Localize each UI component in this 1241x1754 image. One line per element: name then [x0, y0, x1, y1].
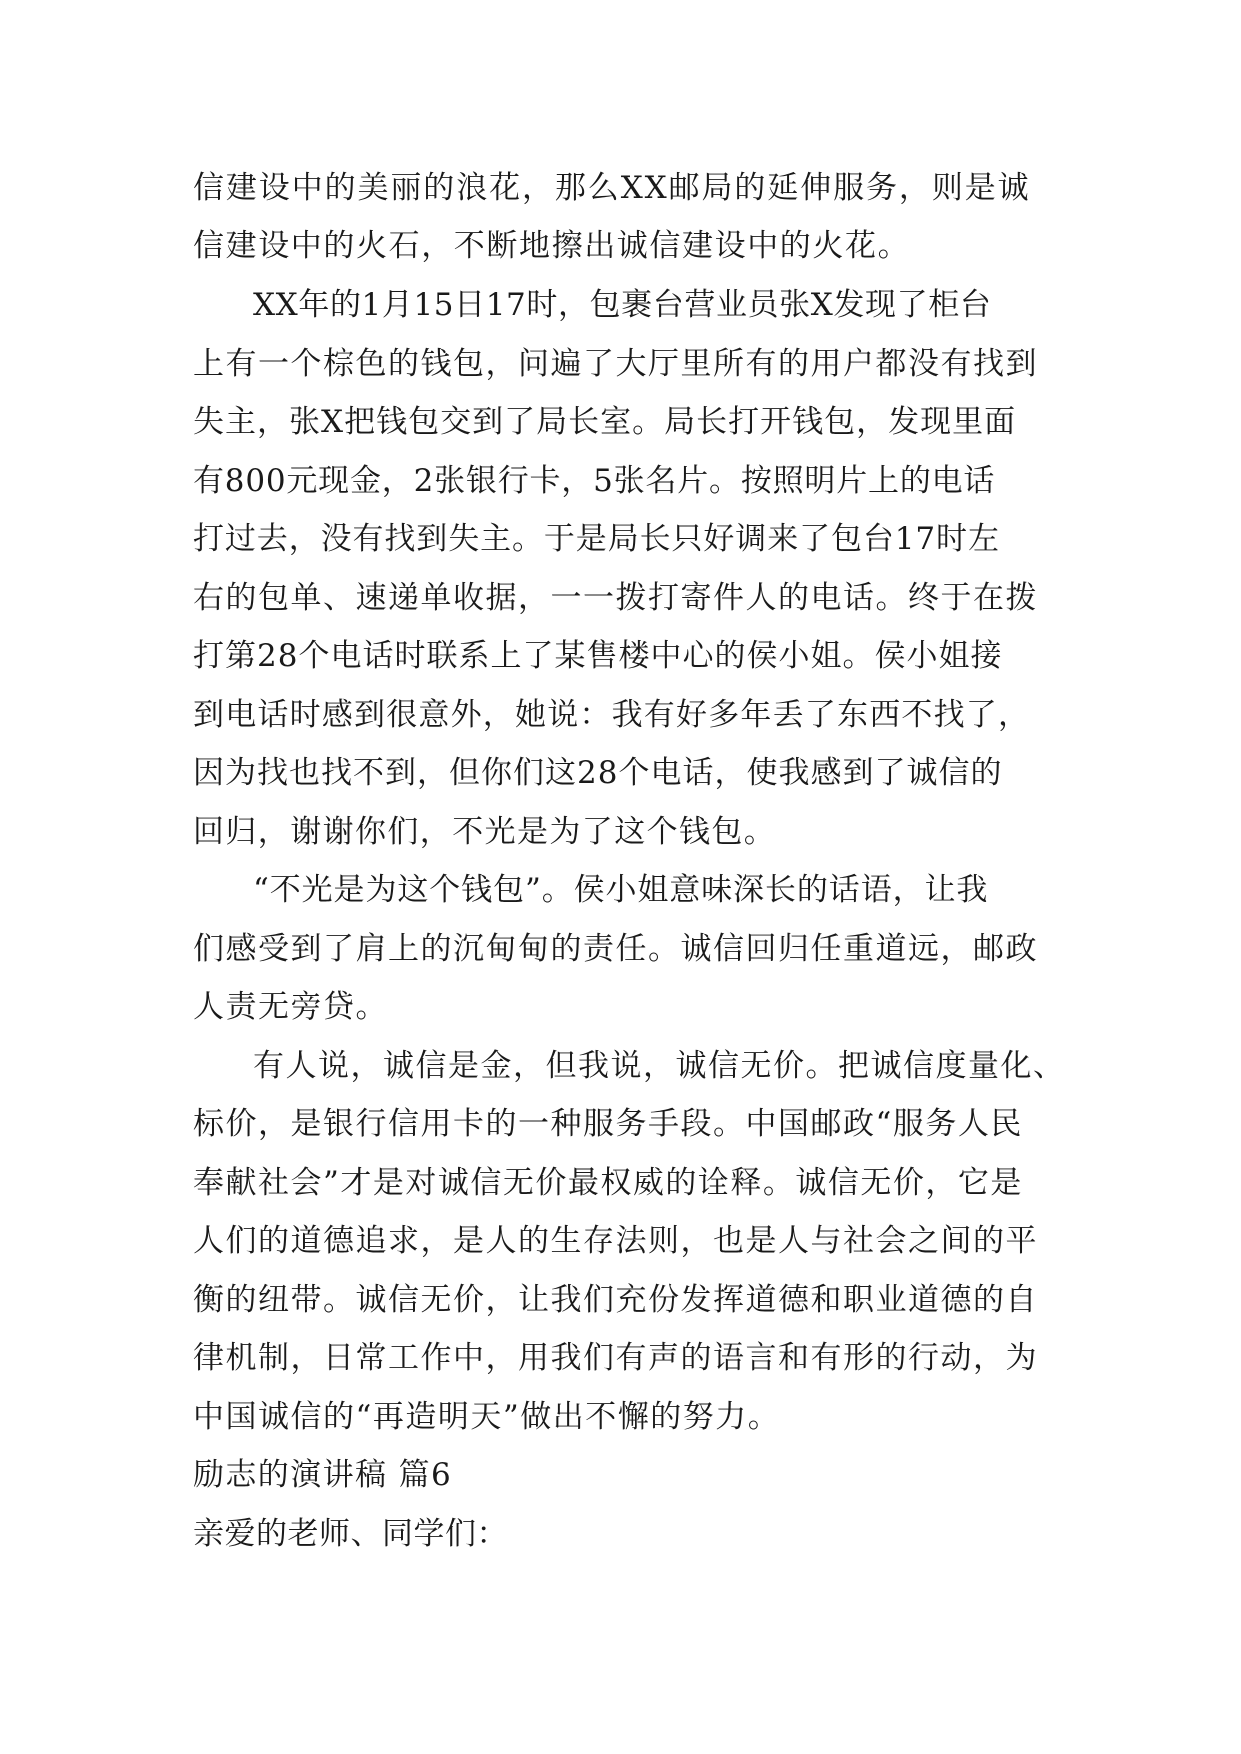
body-text-line: 奉献社会”才是对诚信无价最权威的诠释。诚信无价，它是	[193, 1165, 1023, 1201]
paragraph-start-line: 有人说，诚信是金，但我说，诚信无价。把诚信度量化、	[253, 1048, 1066, 1084]
body-text-line: 上有一个棕色的钱包，问遍了大厅里所有的用户都没有找到	[193, 346, 1038, 382]
paragraph-start-line: XX年的1月15日17时，包裹台营业员张X发现了柜台	[253, 287, 992, 323]
body-text-line: 们感受到了肩上的沉甸甸的责任。诚信回归任重道远，邮政	[193, 931, 1038, 967]
salutation: 亲爱的老师、同学们：	[193, 1516, 508, 1552]
paragraph-start-line: “不光是为这个钱包”。侯小姐意味深长的话语，让我	[253, 872, 989, 908]
body-text-line: 信建设中的火石，不断地擦出诚信建设中的火花。	[193, 228, 911, 264]
body-text-line: 失主，张X把钱包交到了局长室。局长打开钱包，发现里面	[193, 404, 1017, 440]
body-text-line: 有800元现金，2张银行卡，5张名片。按照明片上的电话	[193, 463, 996, 499]
body-text-line: 信建设中的美丽的浪花，那么XX邮局的延伸服务，则是诚	[193, 170, 1031, 206]
body-text-line: 回归，谢谢你们，不光是为了这个钱包。	[193, 814, 777, 850]
body-text-line: 因为找也找不到，但你们这28个电话，使我感到了诚信的	[193, 755, 1003, 791]
section-heading: 励志的演讲稿 篇6	[193, 1457, 453, 1493]
body-text-line: 到电话时感到很意外，她说：我有好多年丢了东西不找了，	[193, 697, 1031, 733]
body-text-line: 打第28个电话时联系上了某售楼中心的侯小姐。侯小姐接	[193, 638, 1003, 674]
body-text-line: 中国诚信的“再造明天”做出不懈的努力。	[193, 1399, 781, 1435]
body-text-line: 标价，是银行信用卡的一种服务手段。中国邮政“服务人民	[193, 1106, 1023, 1142]
body-text-line: 打过去，没有找到失主。于是局长只好调来了包台17时左	[193, 521, 1000, 557]
body-text-line: 右的包单、速递单收据，一一拨打寄件人的电话。终于在拨	[193, 580, 1038, 616]
body-text-line: 人责无旁贷。	[193, 989, 388, 1025]
body-text-line: 律机制，日常工作中，用我们有声的语言和有形的行动，为	[193, 1340, 1038, 1376]
body-text-line: 人们的道德追求，是人的生存法则，也是人与社会之间的平	[193, 1223, 1038, 1259]
body-text-line: 衡的纽带。诚信无价，让我们充份发挥道德和职业道德的自	[193, 1282, 1038, 1318]
